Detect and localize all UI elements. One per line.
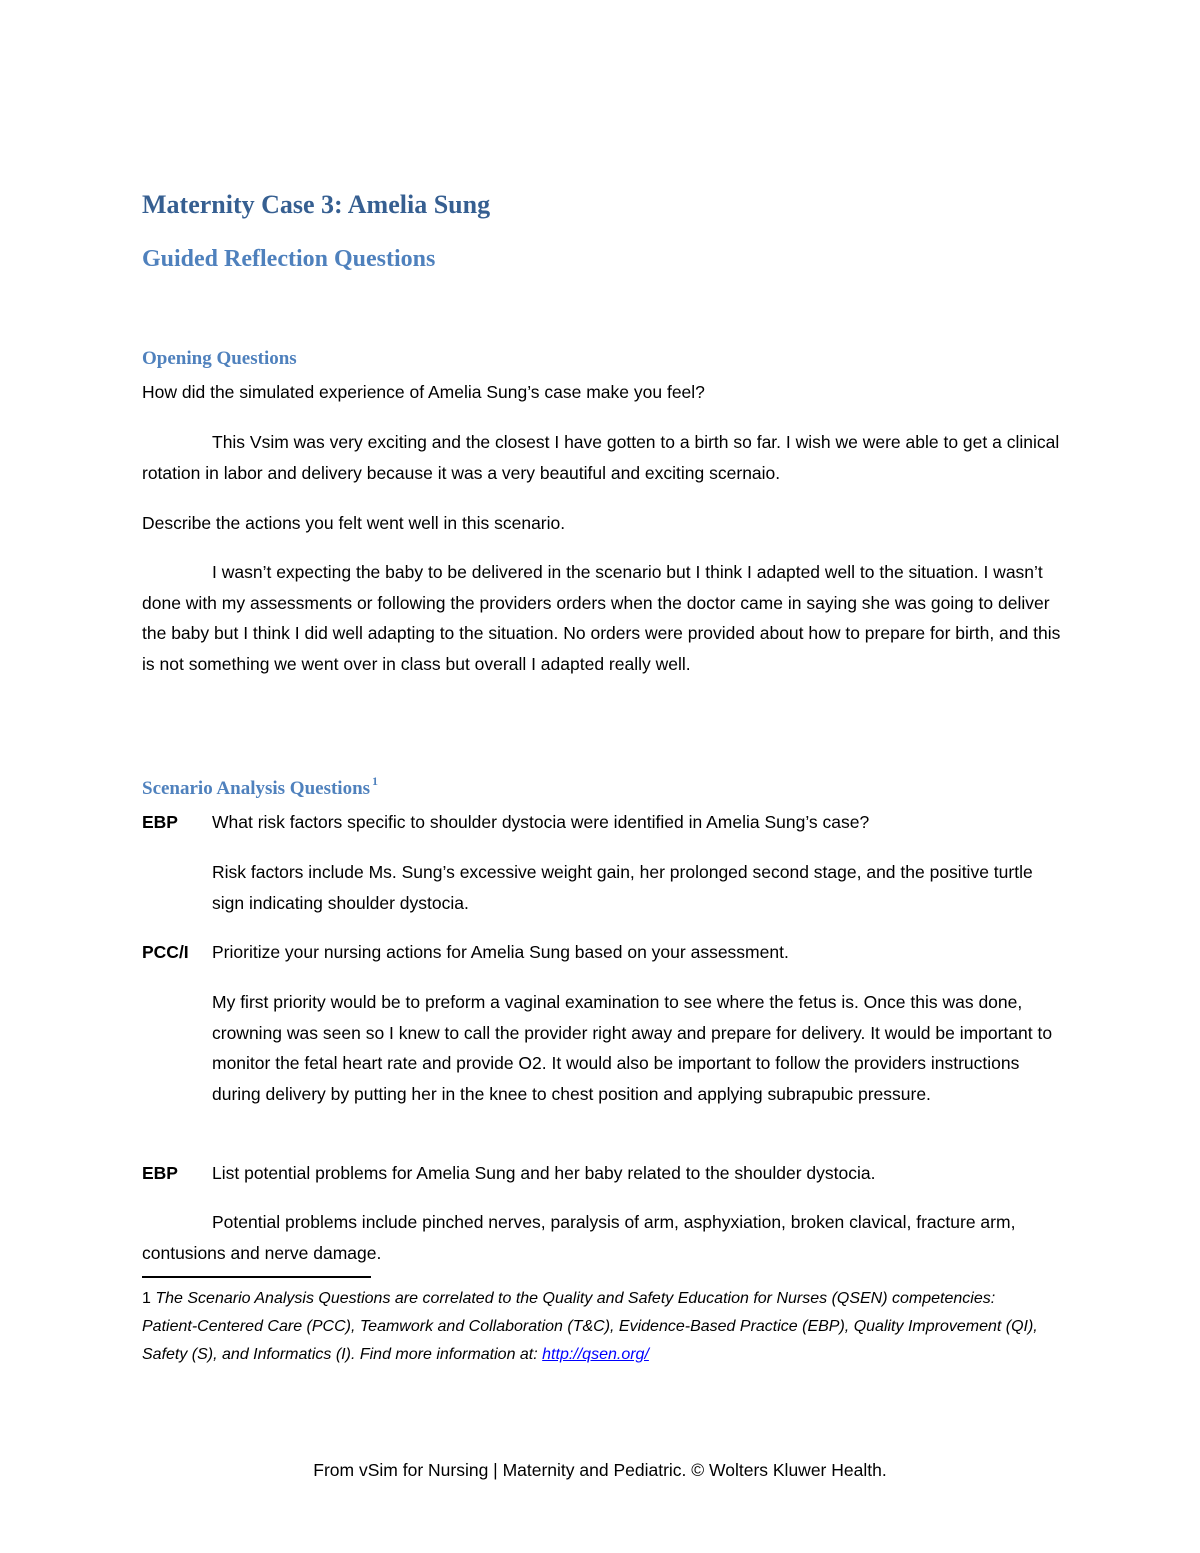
scenario-analysis-heading-text: Scenario Analysis Questions — [142, 778, 371, 799]
scenario-question: List potential problems for Amelia Sung and her baby related to the shoulder dystocia. — [212, 1163, 876, 1183]
footnote-text: The Scenario Analysis Questions are correlated to the Quality and Safety Education for Nurses (QSEN) competencies: Patient-Centered Care (PCC), Teamwork and Collaboration (T&C), Evidence-Based Practice (EBP), Quality Improvement (QI), Safety (S), and Informatics (I). Find more information at: — [142, 1290, 1038, 1363]
page-footer: From vSim for Nursing | Maternity and Pediatric. © Wolters Kluwer Health. — [313, 1460, 887, 1480]
opening-answer-2: I wasn’t expecting the baby to be delivered in the scenario but I think I adapted well to the situation. I wasn’t done with my assessments or following the providers orders when the doctor came in saying she was going to deliver the baby but I think I did well adapting to the situation. No orders were provided about how to prepare for birth, and this is not something we went over in class but overall I adapted really well. — [142, 562, 1061, 674]
scenario-answer: My first priority would be to preform a vaginal examination to see where the fetus is. Once this was done, crowning was seen so I knew to call the provider right away and prepare for delivery. It would be important to monitor the fetal heart rate and provide O2. It would also be important to follow the providers instructions during delivery by putting her in the knee to chest position and applying subrapubic pressure. — [212, 992, 1053, 1104]
document-subtitle: Guided Reflection Questions — [142, 246, 436, 272]
competency-tag: PCC/I — [142, 942, 189, 962]
scenario-question: What risk factors specific to shoulder dystocia were identified in Amelia Sung’s case? — [212, 812, 870, 832]
footnote-number: 1 — [142, 1290, 151, 1307]
scenario-question: Prioritize your nursing actions for Amelia Sung based on your assessment. — [212, 942, 789, 962]
footnote-reference: 1 — [372, 773, 379, 788]
footnote-separator — [142, 1276, 371, 1278]
footnote — [142, 1285, 1042, 1369]
scenario-analysis-heading — [142, 773, 379, 800]
scenario-answer: Potential problems include pinched nerves, paralysis of arm, asphyxiation, broken clavical, fracture arm, contusions and nerve damage. — [142, 1212, 1016, 1263]
scenario-answer: Risk factors include Ms. Sung’s excessive weight gain, her prolonged second stage, and the positive turtle sign indicating shoulder dystocia. — [212, 862, 1033, 913]
qsen-link[interactable]: http://qsen.org/ — [542, 1346, 649, 1363]
opening-question-2: Describe the actions you felt went well in this scenario. — [142, 513, 566, 533]
opening-answer-1: This Vsim was very exciting and the closest I have gotten to a birth so far. I wish we were able to get a clinical rotation in labor and delivery because it was a very beautiful and exciting scernaio. — [142, 432, 1060, 483]
document-title: Maternity Case 3: Amelia Sung — [142, 190, 491, 219]
opening-questions-heading: Opening Questions — [142, 348, 297, 369]
competency-tag: EBP — [142, 1163, 178, 1183]
opening-question-1: How did the simulated experience of Amelia Sung’s case make you feel? — [142, 382, 705, 402]
competency-tag: EBP — [142, 812, 178, 832]
